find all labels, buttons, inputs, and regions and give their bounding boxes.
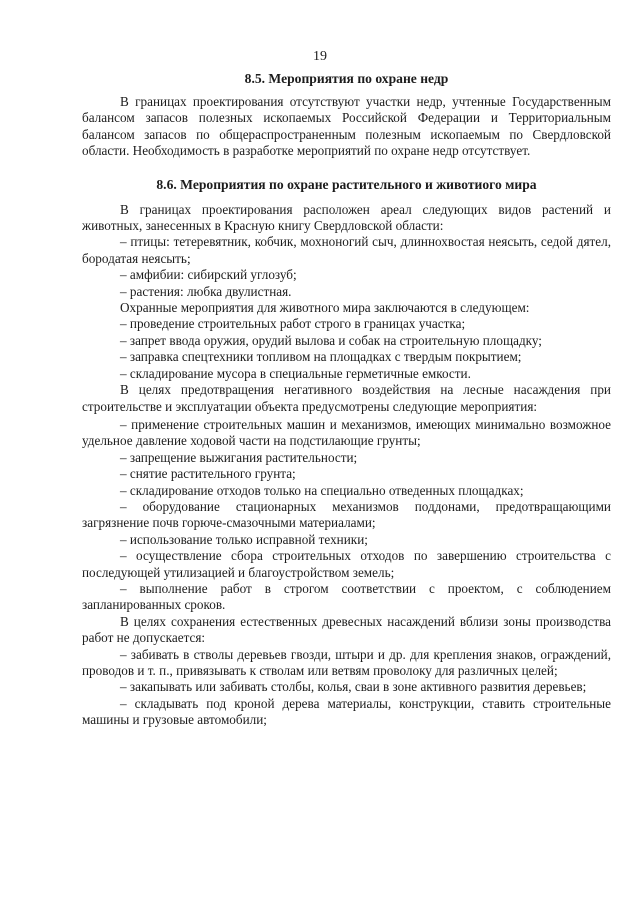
page-content	[82, 70, 611, 729]
forest-measure-item: – использование только исправной техники;	[120, 531, 368, 547]
forest-measure-item: – применение строительных машин и механизмов, имеющих минимально возможное удельное давление ходовой части на подстилающие грунты;	[82, 416, 611, 449]
animal-measures-intro: Охранные мероприятия для животного мира заключаются в следующем:	[120, 300, 530, 316]
section-85-heading: 8.5. Мероприятия по охране недр	[244, 71, 449, 86]
page-number: 19	[313, 49, 327, 64]
trees-measure-item: – закапывать или забивать столбы, колья, сваи в зоне активного развития деревьев;	[120, 679, 587, 695]
species-item: – птицы: тетеревятник, кобчик, мохноногий сыч, длиннохвостая неясыть, седой дятел, бородатая неясыть;	[82, 234, 611, 266]
species-item: – амфибии: сибирский углозуб;	[120, 267, 297, 283]
species-item: – растения: любка двулистная.	[120, 283, 292, 299]
animal-measure-item: – запрет ввода оружия, орудий вылова и собак на строительную площадку;	[120, 332, 542, 348]
species-intro: В границах проектирования расположен ареал следующих видов растений и животных, занесенных в Красную книгу Свердловской области:	[82, 201, 611, 234]
animal-measure-item: – складирование мусора в специальные герметичные емкости.	[120, 365, 471, 381]
forest-measure-item: – осуществление сбора строительных отходов по завершению строительства с последующей утилизацией и благоустройством земель;	[82, 548, 611, 580]
forest-measure-item: – выполнение работ в строгом соответствии с проектом, с соблюдением запланированных сроков.	[82, 580, 611, 613]
forest-measures-intro: В целях предотвращения негативного воздействия на лесные насаждения при строительстве и эксплуатации объекта предусмотрены следующие мероприятия:	[82, 382, 611, 414]
section-85-paragraph: В границах проектирования отсутствуют участки недр, учтенные Государственным балансом запасов полезных ископаемых Российской Федерации и Территориальным балансом запасов по общераспространенным полезным ископаемым по Свердловской области. Необходимость в разработке мероприятий по охране недр отсутствует.	[82, 94, 611, 159]
trees-measure-item: – забивать в стволы деревьев гвозди, штыри и др. для крепления знаков, ограждений, проводов и т. п., привязывать к стволам или ветвям проволоку для различных целей;	[82, 646, 611, 678]
forest-measure-item: – оборудование стационарных механизмов поддонами, предотвращающими загрязнение почв горюче-смазочными материалами;	[82, 498, 611, 531]
animal-measure-item: – заправка спецтехники топливом на площадках с твердым покрытием;	[120, 349, 522, 365]
forest-measure-item: – складирование отходов только на специально отведенных площадках;	[120, 482, 524, 498]
forest-measure-item: – запрещение выжигания растительности;	[120, 449, 358, 465]
forest-measure-item: – снятие растительного грунта;	[120, 466, 296, 482]
animal-measure-item: – проведение строительных работ строго в границах участка;	[120, 316, 466, 332]
trees-measures-intro: В целях сохранения естественных древесных насаждений вблизи зоны производства работ не допускается:	[82, 613, 611, 646]
section-86-heading: 8.6. Мероприятия по охране растительного и животиого мира	[156, 176, 537, 192]
trees-measure-item: – складывать под кроной дерева материалы, конструкции, ставить строительные машины и грузовые автомобили;	[82, 695, 611, 728]
